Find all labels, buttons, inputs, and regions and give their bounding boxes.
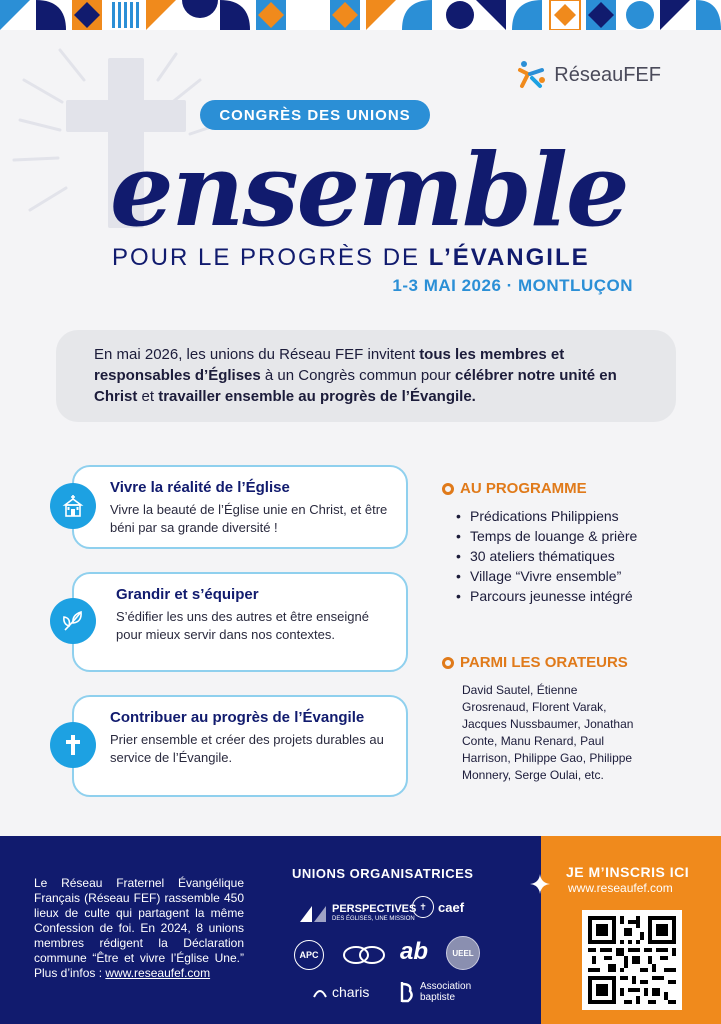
card-title: Vivre la réalité de l’Église xyxy=(110,479,290,496)
list-item: • Village “Vivre ensemble” xyxy=(452,566,637,586)
reseau-fef-logo xyxy=(514,58,661,92)
aeem-logo-icon xyxy=(340,942,388,968)
sparkle-icon xyxy=(530,874,550,894)
bullet-circle-icon xyxy=(442,657,454,669)
qr-code[interactable] xyxy=(582,910,682,1010)
union-logo-ab: ab xyxy=(400,938,429,965)
apc-logo-icon: APC xyxy=(294,940,324,970)
intro-text-box: En mai 2026, les unions du Réseau FEF invitent tous les membres et responsables d’Églises à un Congrès commun pour célébrer notre unité en Christ et travailler ensemble au progrès de l’Évangile. xyxy=(56,330,676,422)
card-text: Vivre la beauté de l’Église unie en Christ, et être béni par sa grande diversité ! xyxy=(110,502,388,535)
main-title: ensemble xyxy=(110,131,628,249)
caef-logo-icon: ✝ xyxy=(412,896,434,918)
church-icon xyxy=(50,483,96,529)
reseau-fef-logo-icon xyxy=(514,58,548,92)
card-title: Contribuer au progrès de l’Évangile xyxy=(110,709,365,726)
card-contribuer xyxy=(72,695,408,797)
card-text: S’édifier les uns des autres et être enseigné pour mieux servir dans nos contextes. xyxy=(116,609,369,642)
union-logo-aeem xyxy=(340,942,388,968)
subtitle: POUR LE PROGRÈS DE L’ÉVANGILE xyxy=(112,244,590,271)
logo-text: RéseauFEF xyxy=(554,63,661,86)
ueel-logo-icon: UEEL xyxy=(446,936,480,970)
bullet-circle-icon xyxy=(442,483,454,495)
about-link[interactable]: www.reseaufef.com xyxy=(105,966,211,980)
union-logo-apc xyxy=(294,940,324,970)
leaves-icon xyxy=(50,598,96,644)
program-heading: AU PROGRAMME xyxy=(442,480,587,497)
list-item: • Prédications Philippiens xyxy=(452,506,637,526)
union-logo-baptiste: Association baptiste xyxy=(398,980,471,1004)
baptiste-logo-icon xyxy=(398,980,416,1004)
union-logo-perspectives: PERSPECTIVES DES ÉGLISES, UNE MISSION xyxy=(298,902,416,926)
charis-logo-icon xyxy=(312,985,328,999)
unions-heading: UNIONS ORGANISATRICES xyxy=(292,866,474,881)
speakers-list: David Sautel, Étienne Grosrenaud, Florent Varak, Jacques Nussbaumer, Jonathan Conte, Manu Renard, Paul Harrison, Philippe Gao, Philippe Monnery, Serge Oulai, etc. xyxy=(462,683,634,782)
union-logo-caef: ✝ caef xyxy=(412,896,464,918)
about-text: Le Réseau Fraternel Évangélique Français (Réseau FEF) rassemble 450 lieux de culte qui partagent la même Confession de foi. En 2024, 8 unions membres rédigent la Déclaration commune “Être et vivre l’Église Une.” Plus d’infos : www.reseaufef.com xyxy=(34,876,244,980)
union-logo-charis: charis xyxy=(312,984,369,1000)
card-grandir xyxy=(72,572,408,672)
speakers-heading: PARMI LES ORATEURS xyxy=(442,654,628,671)
event-date-location: 1-3 MAI 2026 · MONTLUÇON xyxy=(392,276,633,295)
card-vivre xyxy=(72,465,408,549)
card-text: Prier ensemble et créer des projets durables au service de l’Évangile. xyxy=(110,732,384,765)
qr-code-pattern xyxy=(588,916,676,1004)
perspectives-logo-icon xyxy=(298,902,328,926)
list-item: • 30 ateliers thématiques xyxy=(452,546,637,566)
register-url[interactable]: www.reseaufef.com xyxy=(568,881,673,895)
register-heading: JE M’INSCRIS ICI xyxy=(566,864,690,880)
congress-badge: CONGRÈS DES UNIONS xyxy=(200,100,430,130)
geometric-pattern xyxy=(0,0,721,30)
list-item: • Parcours jeunesse intégré xyxy=(452,586,637,606)
background-cross-horizontal xyxy=(66,100,186,132)
card-title: Grandir et s’équiper xyxy=(116,586,259,603)
program-list xyxy=(452,506,637,606)
top-pattern-banner xyxy=(0,0,721,30)
cross-icon xyxy=(50,722,96,768)
union-logo-ueel xyxy=(446,936,480,970)
list-item: • Temps de louange & prière xyxy=(452,526,637,546)
